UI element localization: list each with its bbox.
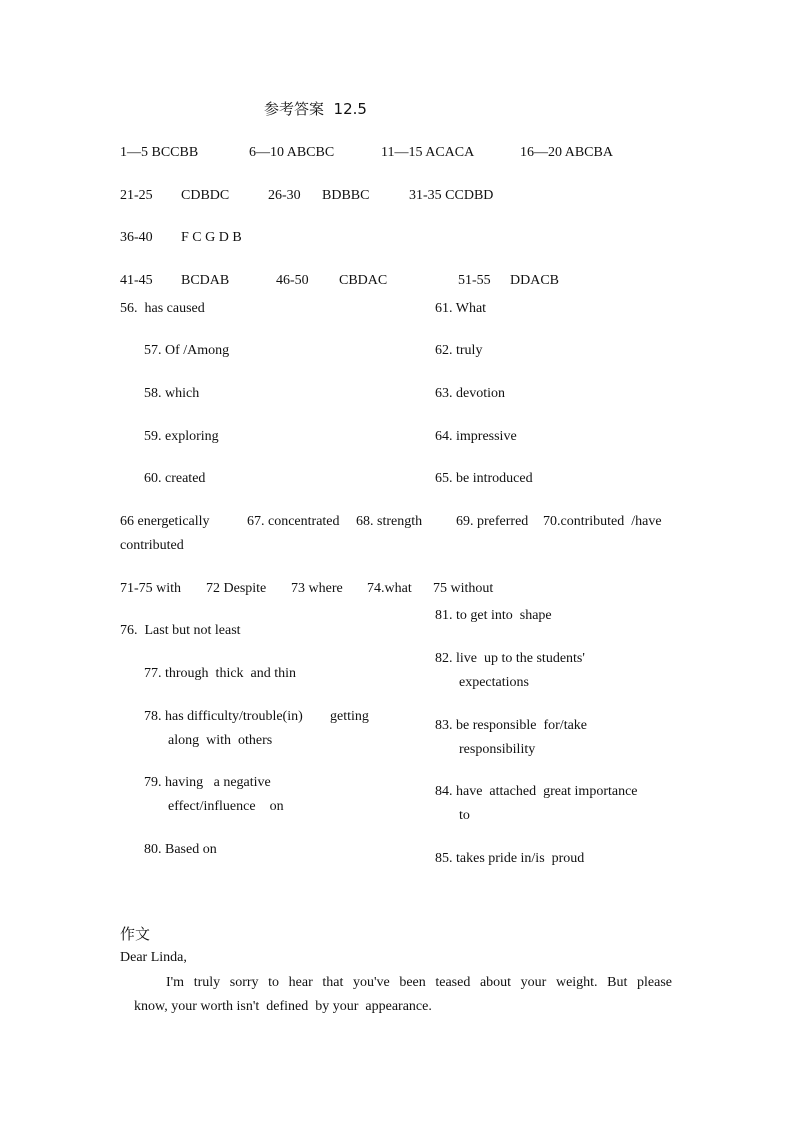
answer-59: 59. exploring bbox=[144, 429, 219, 444]
answer-79: 79. having a negative bbox=[144, 775, 271, 790]
answer-58: 58. which bbox=[144, 386, 200, 401]
answer-63: 63. devotion bbox=[435, 386, 505, 401]
answer-84: 84. have attached great importance bbox=[435, 784, 638, 799]
mc-answer-31-35: 31-35 CCDBD bbox=[409, 188, 494, 203]
mc-answer-51-55: DDACB bbox=[510, 273, 560, 288]
answer-79-part2: effect/influence on bbox=[168, 799, 284, 814]
answer-78: 78. has difficulty/trouble(in) bbox=[144, 709, 303, 724]
answer-61: 61. What bbox=[435, 301, 487, 316]
mc-range-36-40: 36-40 bbox=[120, 230, 153, 245]
answer-68: 68. strength bbox=[356, 514, 423, 529]
answer-82: 82. live up to the students' bbox=[435, 651, 585, 666]
mc-answer-11-15: 11—15 ACACA bbox=[381, 145, 475, 160]
mc-range-51-55: 51-55 bbox=[458, 273, 491, 288]
answer-78-part2: getting bbox=[330, 709, 369, 724]
answer-77: 77. through thick and thin bbox=[144, 666, 297, 681]
answer-64: 64. impressive bbox=[435, 429, 517, 444]
essay-line-1: I'm truly sorry to hear that you've been teased about your weight. But please bbox=[166, 975, 672, 990]
mc-answer-36-40: F C G D B bbox=[181, 230, 242, 245]
mc-answer-26-30: BDBBC bbox=[322, 188, 370, 203]
mc-answer-16-20: 16—20 ABCBA bbox=[520, 145, 613, 160]
answer-70-continued: contributed bbox=[120, 538, 184, 553]
answer-83: 83. be responsible for/take bbox=[435, 718, 588, 733]
answer-76: 76. Last but not least bbox=[120, 623, 241, 638]
essay-greeting: Dear Linda, bbox=[120, 950, 187, 965]
answer-73: 73 where bbox=[291, 581, 343, 596]
answer-71-75: 71-75 with bbox=[120, 581, 182, 596]
answer-82-part2: expectations bbox=[459, 675, 529, 690]
answer-78-part3: along with others bbox=[168, 733, 273, 748]
answer-75: 75 without bbox=[433, 581, 494, 596]
answer-74: 74.what bbox=[367, 581, 412, 596]
mc-answer-21-25: CDBDC bbox=[181, 188, 230, 203]
page-title: 参考答案 12.5 bbox=[264, 100, 367, 118]
answer-66: 66 energetically bbox=[120, 514, 210, 529]
mc-range-46-50: 46-50 bbox=[276, 273, 309, 288]
answer-80: 80. Based on bbox=[144, 842, 217, 857]
answer-65: 65. be introduced bbox=[435, 471, 533, 486]
answer-70: 70.contributed /have bbox=[543, 514, 662, 529]
answer-83-part2: responsibility bbox=[459, 742, 536, 757]
mc-range-26-30: 26-30 bbox=[268, 188, 301, 203]
answer-85: 85. takes pride in/is proud bbox=[435, 851, 585, 866]
essay-line-2: know, your worth isn't defined by your appearance. bbox=[134, 999, 432, 1014]
answer-69: 69. preferred bbox=[456, 514, 529, 529]
essay-heading: 作文 bbox=[120, 925, 151, 943]
mc-answer-1-5: 1—5 BCCBB bbox=[120, 145, 199, 160]
mc-range-41-45: 41-45 bbox=[120, 273, 153, 288]
mc-answer-41-45: BCDAB bbox=[181, 273, 230, 288]
mc-answer-46-50: CBDAC bbox=[339, 273, 388, 288]
answer-67: 67. concentrated bbox=[247, 514, 340, 529]
answer-56: 56. has caused bbox=[120, 301, 205, 316]
answer-60: 60. created bbox=[144, 471, 206, 486]
answer-62: 62. truly bbox=[435, 343, 483, 358]
answer-57: 57. Of /Among bbox=[144, 343, 230, 358]
answer-81: 81. to get into shape bbox=[435, 608, 552, 623]
answer-84-part2: to bbox=[459, 808, 470, 823]
mc-answer-6-10: 6—10 ABCBC bbox=[249, 145, 335, 160]
answer-72: 72 Despite bbox=[206, 581, 267, 596]
mc-range-21-25: 21-25 bbox=[120, 188, 153, 203]
